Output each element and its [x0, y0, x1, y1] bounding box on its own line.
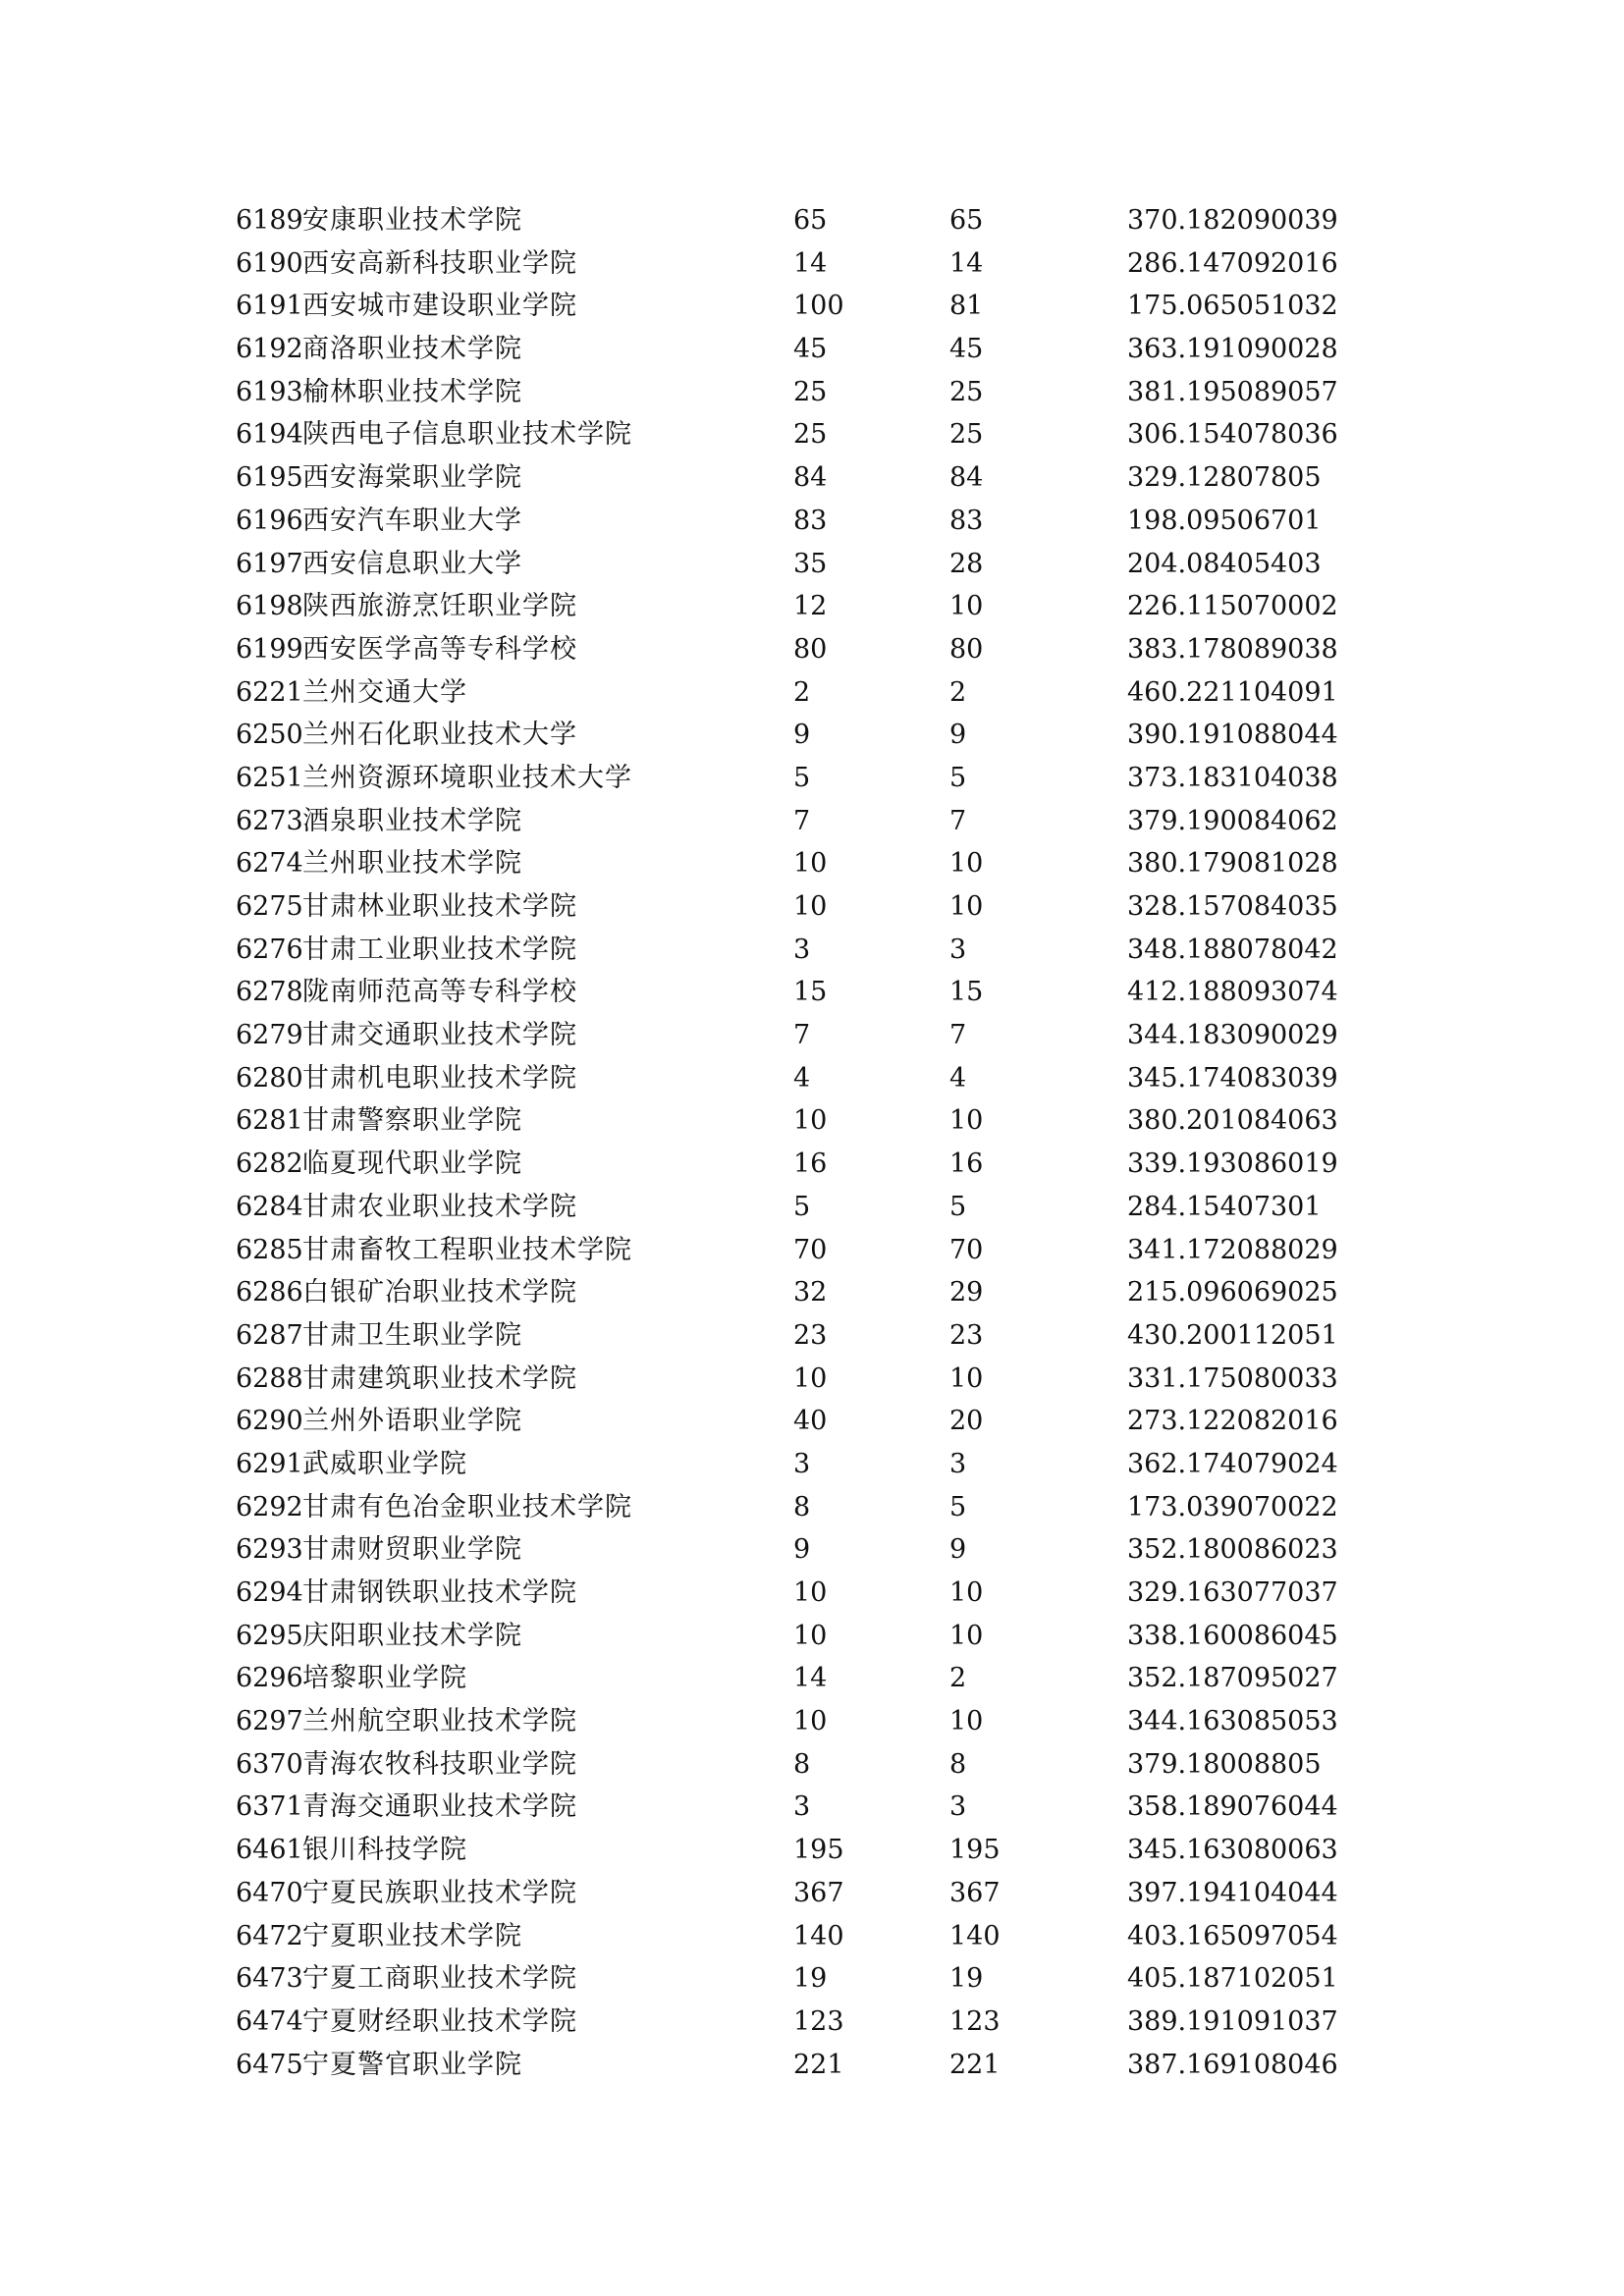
school-code: 6193 — [236, 376, 303, 407]
plan-count: 9 — [793, 720, 811, 751]
admitted-count: 19 — [949, 1963, 984, 1995]
school-code: 6290 — [236, 1406, 303, 1437]
min-score: 373.183104038 — [1127, 762, 1338, 793]
plan-count: 12 — [793, 591, 828, 622]
school-code: 6195 — [236, 462, 303, 494]
admitted-count: 8 — [949, 1748, 967, 1780]
min-score: 226.115070002 — [1127, 591, 1338, 622]
school-code: 6470 — [236, 1877, 303, 1908]
school-name: 甘肃畜牧工程职业技术学院 — [302, 1234, 632, 1265]
plan-count: 10 — [793, 1577, 828, 1608]
school-code: 6287 — [236, 1319, 303, 1351]
table-row — [236, 671, 1414, 715]
plan-count: 8 — [793, 1748, 811, 1780]
school-code: 6221 — [236, 676, 303, 708]
min-score: 387.169108046 — [1127, 2049, 1338, 2080]
table-row — [236, 757, 1414, 800]
school-name: 甘肃林业职业技术学院 — [302, 891, 577, 922]
school-code: 6275 — [236, 891, 303, 922]
admitted-count: 25 — [949, 376, 984, 407]
school-code: 6192 — [236, 334, 303, 365]
plan-count: 2 — [793, 676, 811, 708]
table-row — [236, 585, 1414, 628]
plan-count: 10 — [793, 891, 828, 922]
min-score: 198.09506701 — [1127, 505, 1322, 536]
table-row — [236, 929, 1414, 972]
admitted-count: 65 — [949, 205, 984, 236]
school-code: 6293 — [236, 1534, 303, 1566]
table-row — [236, 1271, 1414, 1314]
school-code: 6190 — [236, 247, 303, 279]
school-name: 甘肃卫生职业学院 — [302, 1319, 522, 1351]
admitted-count: 3 — [949, 934, 967, 965]
school-name: 西安医学高等专科学校 — [302, 633, 577, 665]
min-score: 380.201084063 — [1127, 1105, 1338, 1137]
admitted-count: 3 — [949, 1448, 967, 1479]
school-name: 白银矿冶职业技术学院 — [302, 1277, 577, 1308]
plan-count: 16 — [793, 1148, 828, 1180]
school-code: 6274 — [236, 848, 303, 880]
table-row — [236, 1358, 1414, 1401]
admitted-count: 9 — [949, 720, 967, 751]
min-score: 390.191088044 — [1127, 720, 1338, 751]
min-score: 331.175080033 — [1127, 1362, 1338, 1394]
plan-count: 9 — [793, 1534, 811, 1566]
plan-count: 40 — [793, 1406, 828, 1437]
school-code: 6280 — [236, 1062, 303, 1094]
min-score: 397.194104044 — [1127, 1877, 1338, 1908]
admitted-count: 4 — [949, 1062, 967, 1094]
table-row — [236, 456, 1414, 500]
plan-count: 140 — [793, 1920, 844, 1951]
admitted-count: 25 — [949, 419, 984, 451]
min-score: 273.122082016 — [1127, 1406, 1338, 1437]
table-row — [236, 1700, 1414, 1743]
min-score: 460.221104091 — [1127, 676, 1338, 708]
table-row — [236, 1486, 1414, 1529]
school-name: 庆阳职业技术学院 — [302, 1620, 522, 1651]
plan-count: 10 — [793, 848, 828, 880]
plan-count: 84 — [793, 462, 828, 494]
table-row — [236, 885, 1414, 929]
plan-count: 3 — [793, 934, 811, 965]
plan-count: 35 — [793, 548, 828, 579]
table-row — [236, 1786, 1414, 1829]
min-score: 338.160086045 — [1127, 1620, 1338, 1651]
plan-count: 65 — [793, 205, 828, 236]
table-row — [236, 1229, 1414, 1272]
school-name: 甘肃工业职业技术学院 — [302, 934, 577, 965]
table-row — [236, 1443, 1414, 1486]
school-name: 西安海棠职业学院 — [302, 462, 522, 494]
school-code: 6473 — [236, 1963, 303, 1995]
school-name: 甘肃农业职业技术学院 — [302, 1191, 577, 1222]
school-code: 6273 — [236, 805, 303, 836]
admitted-count: 10 — [949, 848, 984, 880]
school-name: 宁夏警官职业学院 — [302, 2049, 522, 2080]
admitted-count: 15 — [949, 977, 984, 1008]
school-name: 青海农牧科技职业学院 — [302, 1748, 577, 1780]
school-code: 6284 — [236, 1191, 303, 1222]
school-code: 6286 — [236, 1277, 303, 1308]
school-name: 西安城市建设职业学院 — [302, 291, 577, 322]
plan-count: 83 — [793, 505, 828, 536]
plan-count: 4 — [793, 1062, 811, 1094]
table-row — [236, 285, 1414, 328]
table-row — [236, 1615, 1414, 1658]
min-score: 370.182090039 — [1127, 205, 1338, 236]
school-code: 6194 — [236, 419, 303, 451]
plan-count: 221 — [793, 2049, 844, 2080]
table-row — [236, 1057, 1414, 1100]
school-name: 甘肃财贸职业学院 — [302, 1534, 522, 1566]
admitted-count: 10 — [949, 1105, 984, 1137]
table-row — [236, 199, 1414, 242]
school-code: 6370 — [236, 1748, 303, 1780]
table-row — [236, 413, 1414, 456]
school-code: 6191 — [236, 291, 303, 322]
school-code: 6288 — [236, 1362, 303, 1394]
plan-count: 25 — [793, 419, 828, 451]
plan-count: 70 — [793, 1234, 828, 1265]
plan-count: 195 — [793, 1835, 844, 1866]
plan-count: 367 — [793, 1877, 844, 1908]
school-name: 榆林职业技术学院 — [302, 376, 522, 407]
admitted-count: 28 — [949, 548, 984, 579]
school-code: 6279 — [236, 1020, 303, 1051]
school-code: 6281 — [236, 1105, 303, 1137]
admitted-count: 3 — [949, 1791, 967, 1823]
school-name: 酒泉职业技术学院 — [302, 805, 522, 836]
min-score: 284.15407301 — [1127, 1191, 1322, 1222]
plan-count: 19 — [793, 1963, 828, 1995]
admitted-count: 45 — [949, 334, 984, 365]
school-code: 6278 — [236, 977, 303, 1008]
table-row — [236, 500, 1414, 543]
school-code: 6461 — [236, 1835, 303, 1866]
plan-count: 5 — [793, 762, 811, 793]
table-row — [236, 842, 1414, 885]
school-name: 兰州职业技术学院 — [302, 848, 522, 880]
school-name: 甘肃机电职业技术学院 — [302, 1062, 577, 1094]
plan-count: 10 — [793, 1620, 828, 1651]
min-score: 389.191091037 — [1127, 2005, 1338, 2037]
min-score: 345.163080063 — [1127, 1835, 1338, 1866]
min-score: 306.154078036 — [1127, 419, 1338, 451]
min-score: 341.172088029 — [1127, 1234, 1338, 1265]
plan-count: 15 — [793, 977, 828, 1008]
admitted-count: 80 — [949, 633, 984, 665]
plan-count: 80 — [793, 633, 828, 665]
min-score: 173.039070022 — [1127, 1491, 1338, 1522]
min-score: 348.188078042 — [1127, 934, 1338, 965]
admitted-count: 2 — [949, 676, 967, 708]
min-score: 329.12807805 — [1127, 462, 1322, 494]
school-name: 培黎职业学院 — [302, 1663, 467, 1694]
admitted-count: 29 — [949, 1277, 984, 1308]
plan-count: 10 — [793, 1105, 828, 1137]
table-row — [236, 1872, 1414, 1915]
min-score: 328.157084035 — [1127, 891, 1338, 922]
table-row — [236, 328, 1414, 371]
plan-count: 5 — [793, 1191, 811, 1222]
school-code: 6197 — [236, 548, 303, 579]
min-score: 380.179081028 — [1127, 848, 1338, 880]
admitted-count: 7 — [949, 1020, 967, 1051]
school-name: 青海交通职业技术学院 — [302, 1791, 577, 1823]
plan-count: 3 — [793, 1448, 811, 1479]
school-name: 宁夏民族职业技术学院 — [302, 1877, 577, 1908]
min-score: 383.178089038 — [1127, 633, 1338, 665]
school-name: 甘肃钢铁职业技术学院 — [302, 1577, 577, 1608]
admitted-count: 9 — [949, 1534, 967, 1566]
plan-count: 25 — [793, 376, 828, 407]
admitted-count: 20 — [949, 1406, 984, 1437]
admitted-count: 5 — [949, 1191, 967, 1222]
admitted-count: 5 — [949, 1491, 967, 1522]
admitted-count: 10 — [949, 1620, 984, 1651]
school-name: 临夏现代职业学院 — [302, 1148, 522, 1180]
min-score: 362.174079024 — [1127, 1448, 1338, 1479]
school-name: 陕西电子信息职业技术学院 — [302, 419, 632, 451]
school-name: 西安汽车职业大学 — [302, 505, 522, 536]
admitted-count: 14 — [949, 247, 984, 279]
min-score: 430.200112051 — [1127, 1319, 1338, 1351]
plan-count: 14 — [793, 247, 828, 279]
min-score: 344.163085053 — [1127, 1706, 1338, 1737]
min-score: 329.163077037 — [1127, 1577, 1338, 1608]
school-code: 6296 — [236, 1663, 303, 1694]
school-code: 6475 — [236, 2049, 303, 2080]
min-score: 363.191090028 — [1127, 334, 1338, 365]
school-name: 甘肃警察职业学院 — [302, 1105, 522, 1137]
admitted-count: 123 — [949, 2005, 1001, 2037]
school-code: 6297 — [236, 1706, 303, 1737]
plan-count: 100 — [793, 291, 844, 322]
min-score: 405.187102051 — [1127, 1963, 1338, 1995]
admission-table — [236, 199, 1414, 2086]
school-name: 银川科技学院 — [302, 1835, 467, 1866]
school-name: 商洛职业技术学院 — [302, 334, 522, 365]
table-row — [236, 1099, 1414, 1143]
admitted-count: 70 — [949, 1234, 984, 1265]
school-code: 6371 — [236, 1791, 303, 1823]
school-name: 甘肃有色冶金职业技术学院 — [302, 1491, 632, 1522]
school-name: 兰州航空职业技术学院 — [302, 1706, 577, 1737]
school-code: 6294 — [236, 1577, 303, 1608]
table-row — [236, 242, 1414, 286]
table-row — [236, 1829, 1414, 1872]
table-row — [236, 1014, 1414, 1057]
min-score: 381.195089057 — [1127, 376, 1338, 407]
table-row — [236, 1957, 1414, 2001]
school-name: 陕西旅游烹饪职业学院 — [302, 591, 577, 622]
plan-count: 32 — [793, 1277, 828, 1308]
school-code: 6196 — [236, 505, 303, 536]
school-code: 6251 — [236, 762, 303, 793]
school-name: 宁夏工商职业技术学院 — [302, 1963, 577, 1995]
plan-count: 7 — [793, 1020, 811, 1051]
admitted-count: 10 — [949, 1577, 984, 1608]
plan-count: 7 — [793, 805, 811, 836]
school-name: 武威职业学院 — [302, 1448, 467, 1479]
table-row — [236, 1657, 1414, 1700]
table-row — [236, 1572, 1414, 1615]
table-row — [236, 2001, 1414, 2044]
plan-count: 10 — [793, 1362, 828, 1394]
school-code: 6474 — [236, 2005, 303, 2037]
school-code: 6250 — [236, 720, 303, 751]
school-code: 6199 — [236, 633, 303, 665]
admitted-count: 84 — [949, 462, 984, 494]
school-code: 6291 — [236, 1448, 303, 1479]
admitted-count: 10 — [949, 591, 984, 622]
school-name: 安康职业技术学院 — [302, 205, 522, 236]
school-code: 6282 — [236, 1148, 303, 1180]
min-score: 345.174083039 — [1127, 1062, 1338, 1094]
school-name: 西安信息职业大学 — [302, 548, 522, 579]
school-name: 兰州外语职业学院 — [302, 1406, 522, 1437]
admitted-count: 10 — [949, 1362, 984, 1394]
table-row — [236, 1143, 1414, 1186]
min-score: 358.189076044 — [1127, 1791, 1338, 1823]
plan-count: 3 — [793, 1791, 811, 1823]
min-score: 379.190084062 — [1127, 805, 1338, 836]
school-name: 甘肃交通职业技术学院 — [302, 1020, 577, 1051]
table-row — [236, 1186, 1414, 1229]
admitted-count: 16 — [949, 1148, 984, 1180]
admitted-count: 2 — [949, 1663, 967, 1694]
min-score: 215.096069025 — [1127, 1277, 1338, 1308]
table-row — [236, 1314, 1414, 1358]
min-score: 286.147092016 — [1127, 247, 1338, 279]
plan-count: 45 — [793, 334, 828, 365]
plan-count: 123 — [793, 2005, 844, 2037]
plan-count: 8 — [793, 1491, 811, 1522]
admitted-count: 7 — [949, 805, 967, 836]
table-row — [236, 1528, 1414, 1572]
school-code: 6189 — [236, 205, 303, 236]
table-row — [236, 714, 1414, 757]
admitted-count: 221 — [949, 2049, 1001, 2080]
school-name: 西安高新科技职业学院 — [302, 247, 577, 279]
min-score: 412.188093074 — [1127, 977, 1338, 1008]
school-code: 6276 — [236, 934, 303, 965]
plan-count: 14 — [793, 1663, 828, 1694]
min-score: 344.183090029 — [1127, 1020, 1338, 1051]
admitted-count: 23 — [949, 1319, 984, 1351]
school-name: 甘肃建筑职业技术学院 — [302, 1362, 577, 1394]
admitted-count: 367 — [949, 1877, 1001, 1908]
table-row — [236, 2044, 1414, 2087]
min-score: 379.18008805 — [1127, 1748, 1322, 1780]
table-row — [236, 628, 1414, 671]
school-name: 兰州资源环境职业技术大学 — [302, 762, 632, 793]
min-score: 204.08405403 — [1127, 548, 1322, 579]
table-row — [236, 800, 1414, 843]
table-row — [236, 371, 1414, 414]
school-code: 6198 — [236, 591, 303, 622]
admitted-count: 195 — [949, 1835, 1001, 1866]
table-row — [236, 1400, 1414, 1443]
school-name: 兰州石化职业技术大学 — [302, 720, 577, 751]
admitted-count: 10 — [949, 1706, 984, 1737]
school-code: 6292 — [236, 1491, 303, 1522]
min-score: 352.180086023 — [1127, 1534, 1338, 1566]
plan-count: 10 — [793, 1706, 828, 1737]
admitted-count: 81 — [949, 291, 984, 322]
table-row — [236, 1915, 1414, 1958]
table-row — [236, 543, 1414, 586]
min-score: 339.193086019 — [1127, 1148, 1338, 1180]
admitted-count: 5 — [949, 762, 967, 793]
school-name: 宁夏职业技术学院 — [302, 1920, 522, 1951]
min-score: 175.065051032 — [1127, 291, 1338, 322]
min-score: 352.187095027 — [1127, 1663, 1338, 1694]
admitted-count: 10 — [949, 891, 984, 922]
school-code: 6472 — [236, 1920, 303, 1951]
school-code: 6295 — [236, 1620, 303, 1651]
school-name: 宁夏财经职业技术学院 — [302, 2005, 577, 2037]
table-row — [236, 971, 1414, 1014]
plan-count: 23 — [793, 1319, 828, 1351]
min-score: 403.165097054 — [1127, 1920, 1338, 1951]
admitted-count: 140 — [949, 1920, 1001, 1951]
admitted-count: 83 — [949, 505, 984, 536]
school-code: 6285 — [236, 1234, 303, 1265]
school-name: 兰州交通大学 — [302, 676, 467, 708]
school-name: 陇南师范高等专科学校 — [302, 977, 577, 1008]
table-row — [236, 1743, 1414, 1787]
